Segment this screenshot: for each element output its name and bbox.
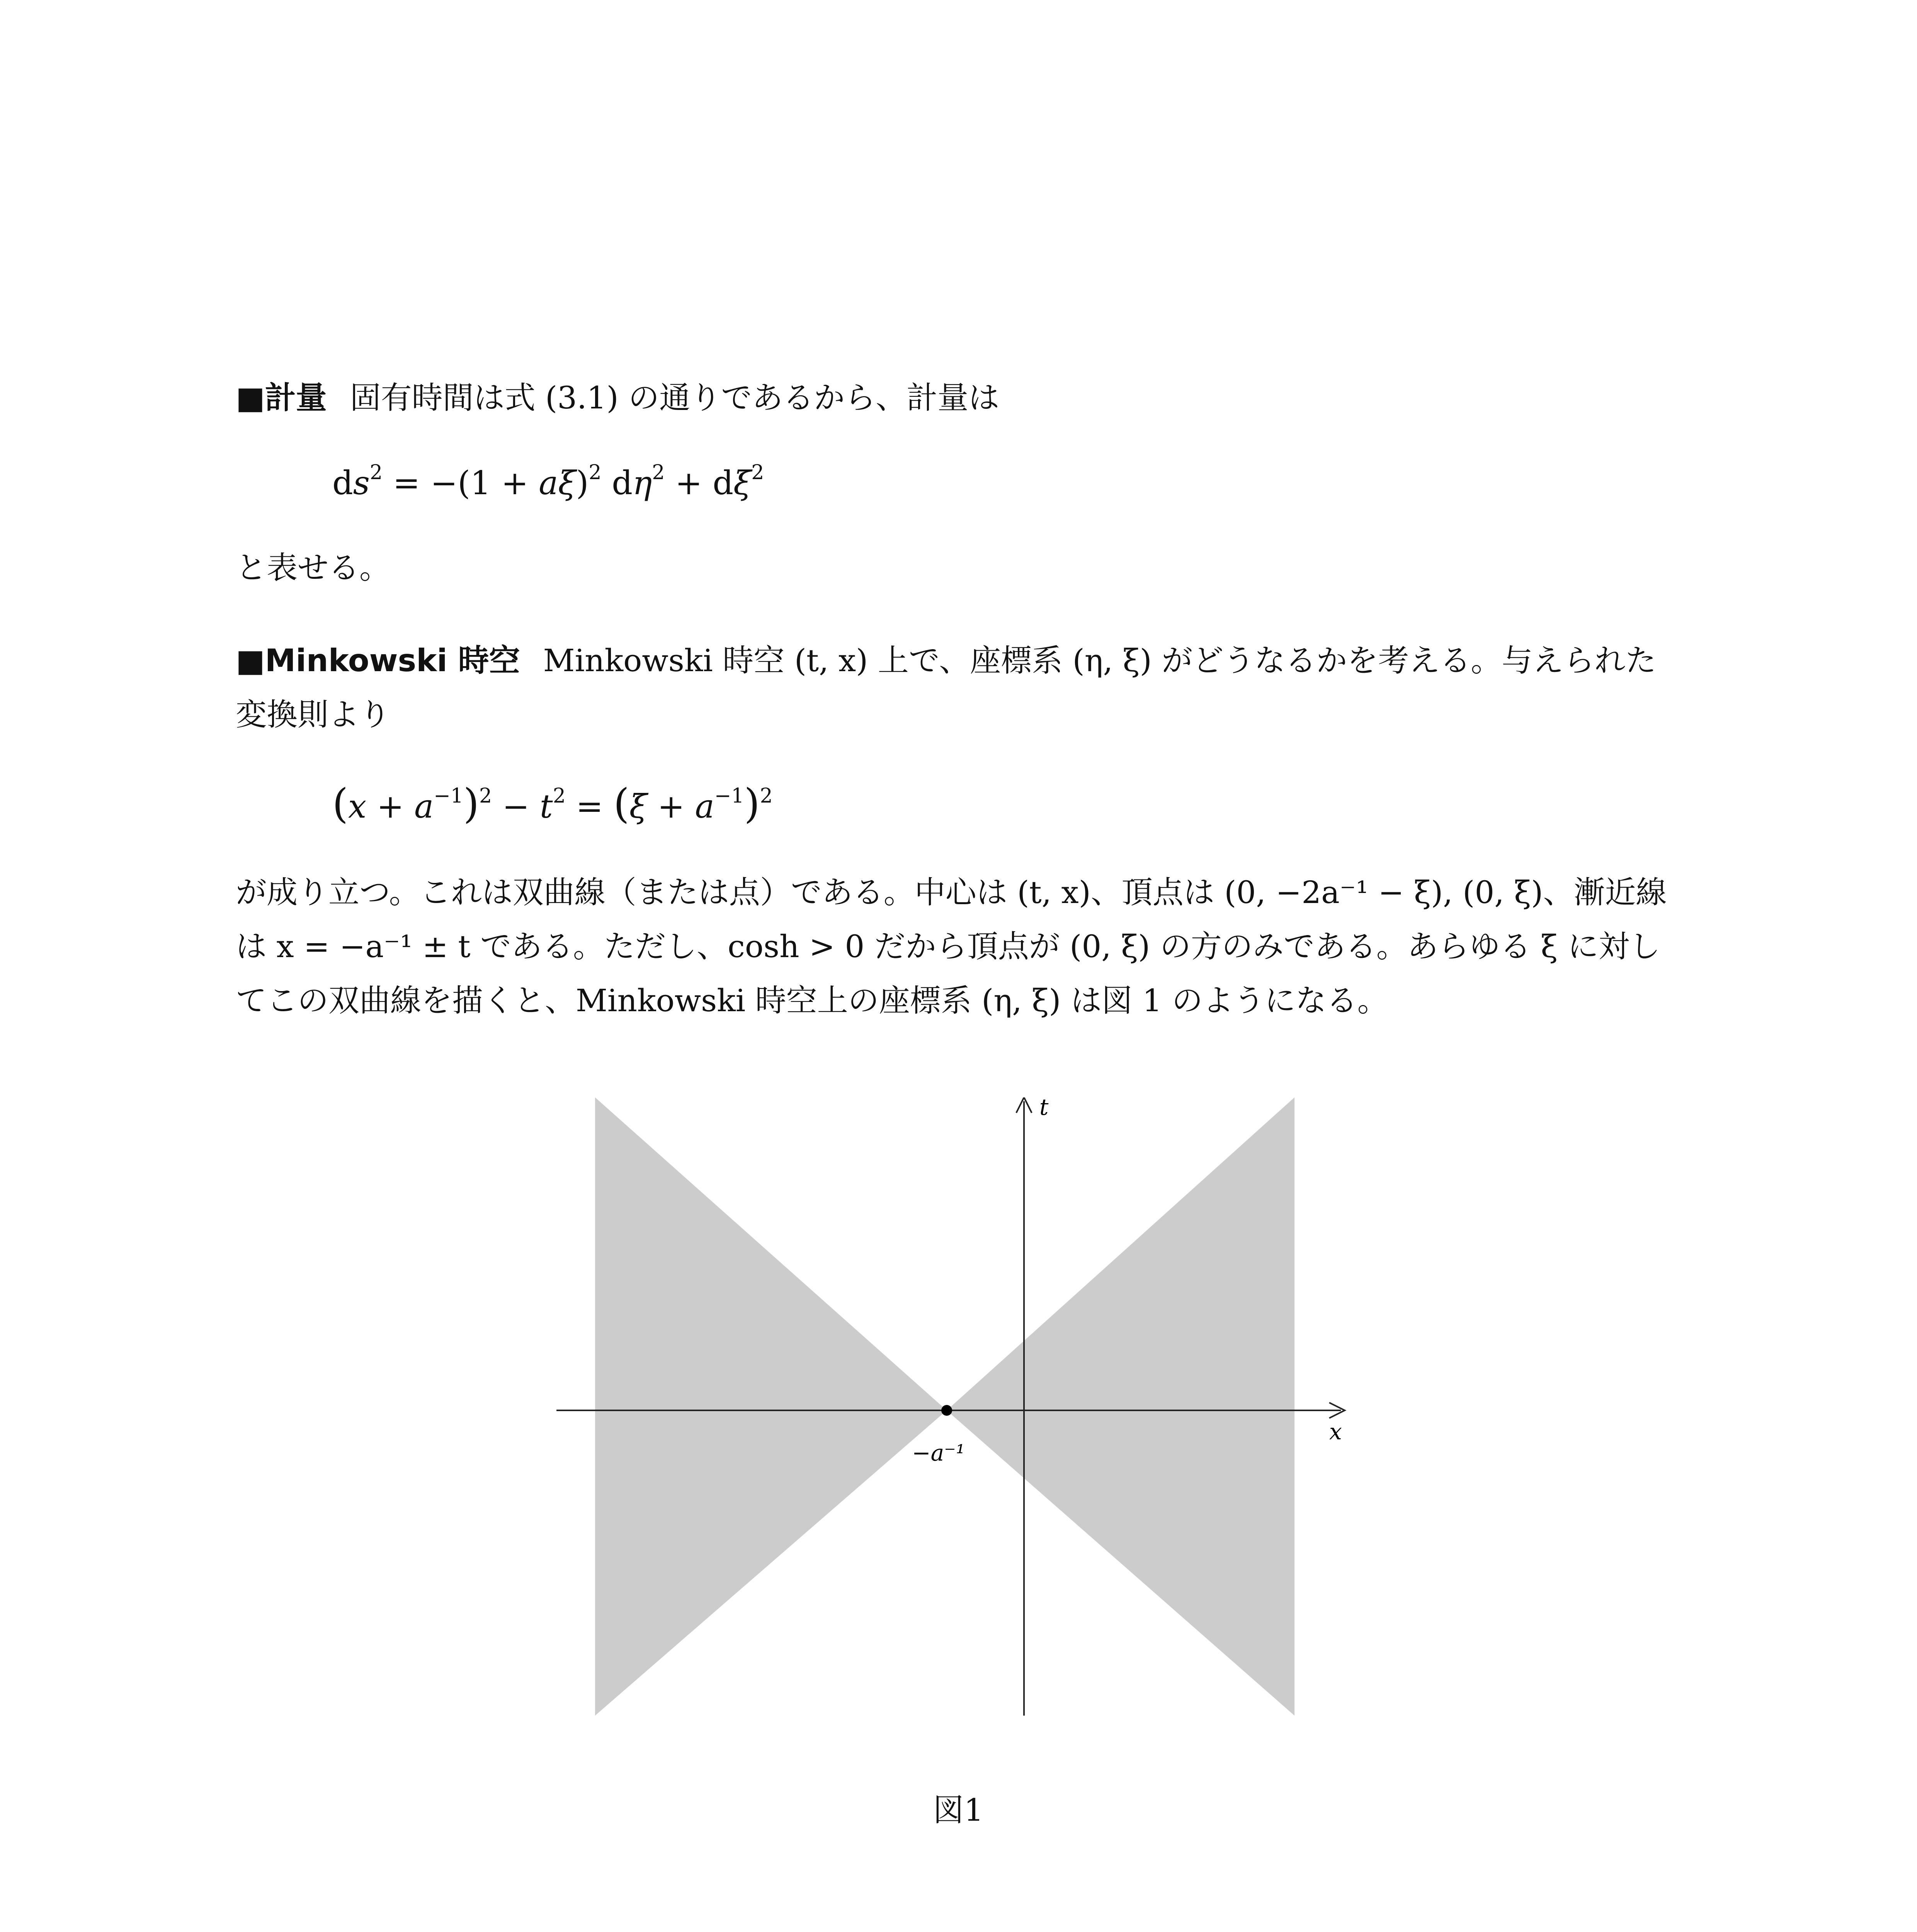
t-axis-label: t xyxy=(1039,1097,1049,1120)
metric-after: と表せる。 xyxy=(236,550,390,586)
p2-a: が成り立つ。これは双曲線（または点）である。中心は xyxy=(236,874,1017,910)
point-label: −a⁻¹ xyxy=(912,1440,965,1466)
figure-caption: 図1 xyxy=(933,1792,984,1828)
math-eta-xi: (η, ξ) xyxy=(1072,643,1152,679)
minkowski-text-c: がどうなるかを考える。与えられた変換則より xyxy=(236,643,1657,733)
p2-asym: x = −a⁻¹ ± t xyxy=(276,929,471,964)
metric-heading: ■計量 xyxy=(236,380,327,416)
p2-center: (t, x) xyxy=(1017,874,1091,910)
hyperbola-equation: $(x + a^{-1})^2 - t^2 = (\xi + a^{-1})^2$ xyxy=(332,780,773,827)
p2-vertex2b: (0, ξ) xyxy=(1070,929,1150,964)
minkowski-paragraph xyxy=(236,634,1681,742)
p2-g: は図 1 のようになる。 xyxy=(1061,983,1388,1019)
p2-vertex2: (0, ξ) xyxy=(1463,874,1543,910)
p2-b: 、頂点は xyxy=(1090,874,1225,910)
closing-paragraph xyxy=(236,1924,1681,1932)
hyperbola-paragraph: が成り立つ。これは双曲線（または点）である。中心は (t, x)、頂点は (0, −2a⁻¹ − ξ), (0, ξ)、漸近線は x = −a⁻¹ ± t である。ただし、cosh > 0 だから頂点が (0, ξ) の方のみである。あらゆる ξ に対してこの双曲線を描くと、Minkowski 時空上の座標系 (η, ξ) は図 1 のようになる。 xyxy=(236,874,1667,1019)
vertex-point xyxy=(941,1405,952,1416)
minkowski-heading: ■Minkowski 時空 xyxy=(236,643,520,679)
p2-eta-xi: (η, ξ) xyxy=(981,983,1061,1019)
metric-text: 固有時間は式 (3.1) の通りであるから、計量は xyxy=(350,380,1000,416)
minkowski-text-a: Minkowski 時空 xyxy=(543,643,794,679)
p2-vertex1: (0, −2a⁻¹ − ξ) xyxy=(1224,874,1443,910)
metric-equation: $ds^2 = -(1 + a\xi)^2$ $d\eta^2 + d\xi^2$ xyxy=(332,461,764,502)
metric-paragraph xyxy=(236,371,1681,425)
math-tx: (t, x) xyxy=(794,643,868,679)
p2-f: に対してこの双曲線を描くと、Minkowski 時空上の座標系 xyxy=(236,929,1660,1019)
x-axis-label: x xyxy=(1329,1418,1342,1445)
region-left xyxy=(595,1097,947,1716)
p2-d: である。ただし、cosh > 0 だから頂点が xyxy=(470,929,1070,964)
p2-xi: ξ xyxy=(1541,929,1558,964)
minkowski-text-b: 上で、座標系 xyxy=(868,643,1073,679)
p2-c: 、漸近線は xyxy=(236,874,1667,964)
figure-1 xyxy=(556,1097,1356,1747)
p2-e: の方のみである。あらゆる xyxy=(1150,929,1541,964)
region-right xyxy=(947,1097,1294,1716)
